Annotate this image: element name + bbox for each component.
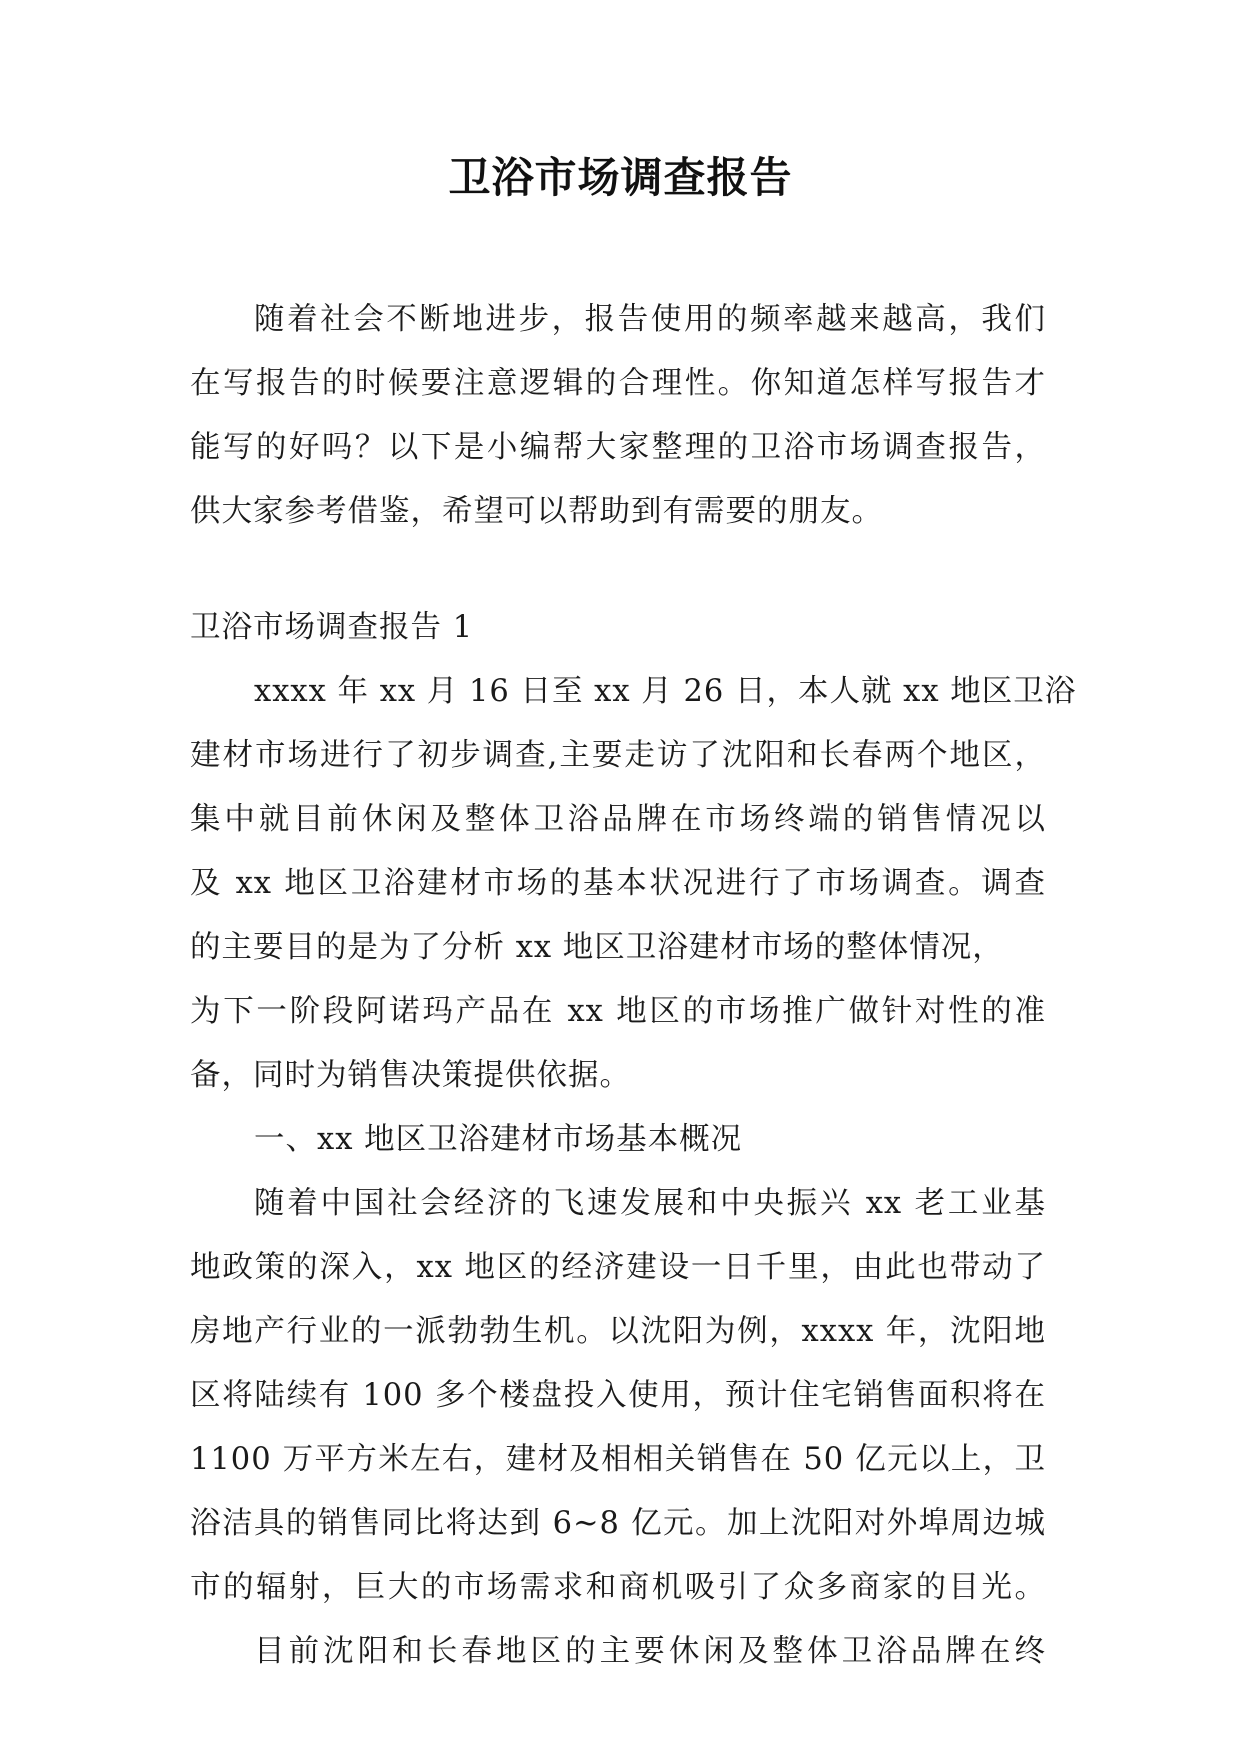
text-line: 为下一阶段阿诺玛产品在 xx 地区的市场推广做针对性的准 — [190, 994, 1046, 1029]
paragraph-gap — [190, 544, 1046, 596]
document-body — [190, 288, 1077, 1684]
text-line: 能写的好吗？以下是小编帮大家整理的卫浴市场调查报告， — [190, 430, 1046, 465]
document-title: 卫浴市场调查报告 — [448, 153, 793, 202]
text-line: 随着中国社会经济的飞速发展和中央振兴 xx 老工业基 — [254, 1186, 1046, 1221]
text-line: 集中就目前休闲及整体卫浴品牌在市场终端的销售情况以 — [190, 802, 1046, 837]
text-line: xxxx 年 xx 月 16 日至 xx 月 26 日，本人就 xx 地区卫浴 — [254, 674, 1077, 709]
paragraph-3 — [190, 1620, 1046, 1684]
text-line: 及 xx 地区卫浴建材市场的基本状况进行了市场调查。调查 — [190, 866, 1046, 901]
text-line: 的主要目的是为了分析 xx 地区卫浴建材市场的整体情况， — [190, 930, 1004, 965]
text-line: 在写报告的时候要注意逻辑的合理性。你知道怎样写报告才 — [190, 366, 1046, 401]
text-line: 1100 万平方米左右，建材及相相关销售在 50 亿元以上，卫 — [190, 1442, 1046, 1477]
text-line: 备，同时为销售决策提供依据。 — [190, 1058, 631, 1093]
text-line: 地政策的深入，xx 地区的经济建设一日千里，由此也带动了 — [190, 1250, 1046, 1285]
text-line: 建材市场进行了初步调查,主要走访了沈阳和长春两个地区， — [190, 738, 1046, 773]
intro-paragraph — [190, 288, 1046, 544]
text-line: 随着社会不断地进步，报告使用的频率越来越高，我们 — [254, 302, 1046, 337]
text-line: 目前沈阳和长春地区的主要休闲及整体卫浴品牌在终 — [254, 1634, 1046, 1669]
text-line: 房地产行业的一派勃勃生机。以沈阳为例，xxxx 年，沈阳地 — [190, 1314, 1046, 1349]
text-line: 供大家参考借鉴，希望可以帮助到有需要的朋友。 — [190, 494, 883, 529]
text-line: 区将陆续有 100 多个楼盘投入使用，预计住宅销售面积将在 — [190, 1378, 1046, 1413]
section-heading: 卫浴市场调查报告 1 — [190, 610, 474, 645]
paragraph-2 — [190, 1172, 1046, 1620]
text-line: 浴洁具的销售同比将达到 6~8 亿元。加上沈阳对外埠周边城 — [190, 1506, 1046, 1541]
subheading: 一、xx 地区卫浴建材市场基本概况 — [254, 1122, 743, 1157]
paragraph-1 — [190, 660, 1077, 1108]
text-line: 市的辐射，巨大的市场需求和商机吸引了众多商家的目光。 — [190, 1570, 1046, 1605]
